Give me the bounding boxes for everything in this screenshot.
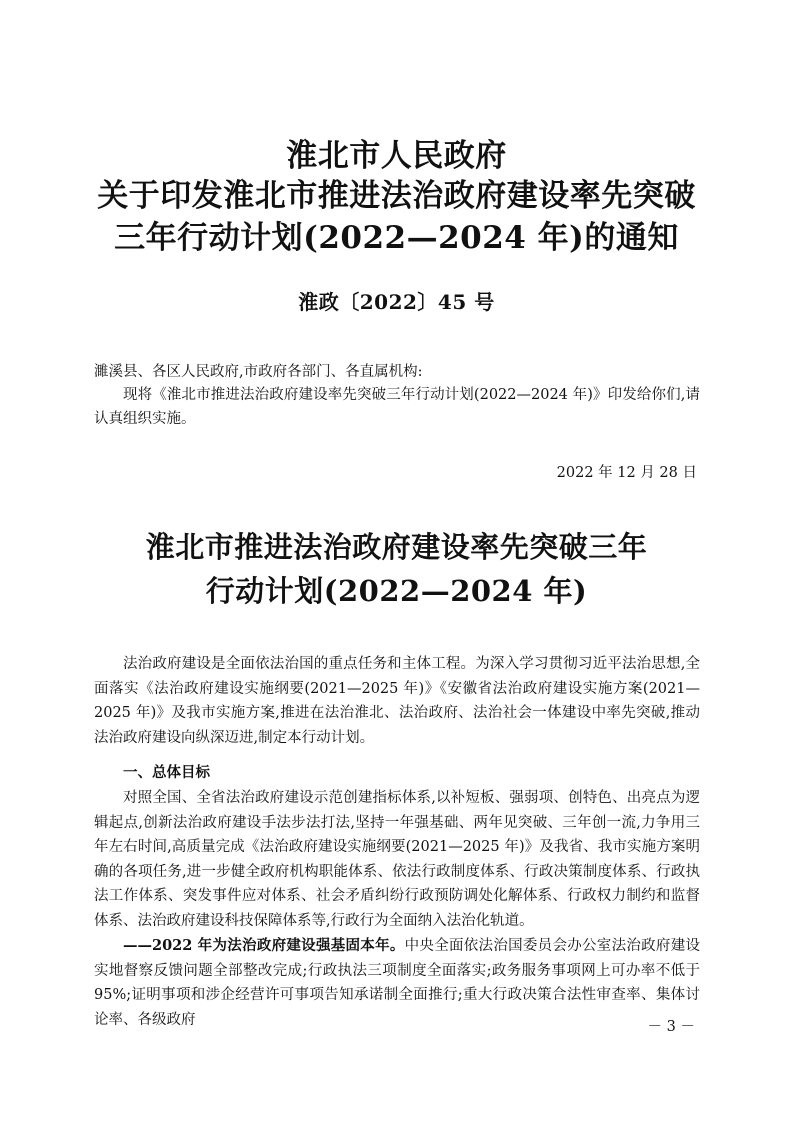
notice-title-line-1: 淮北市人民政府 [286, 138, 507, 174]
goal-paragraph: 对照全国、全省法治政府建设示范创建指标体系,以补短板、强弱项、创特色、出亮点为逻辑起点,创新法治政府建设手法步法打法,坚持一年强基础、两年见突破、三年创一流,力争用三年左右时间,高质量完成《法治政府建设实施纲要(2021—2025 年)》及我省、我市实施方案明确的各项任务,进一步健全政府机构职能体系、依法行政制度体系、行政决策制度体系、行政执法工作体系、突发事件应对体系、社会矛盾纠纷行政预防调处化解体系、行政权力制约和监督体系、法治政府建设科技保障体系等,行政行为全面纳入法治化轨道。 [94, 790, 700, 929]
year-2022-lead: ——2022 年为法治政府建设强基固本年。 [123, 937, 405, 954]
plan-title-line-2: 行动计划(2022—2024 年) [205, 574, 588, 608]
document-number: 淮政〔2022〕45 号 [298, 290, 495, 314]
plan-title-line-1: 淮北市推进法治政府建设率先突破三年 [145, 530, 648, 564]
page-number: － 3 － [647, 1019, 695, 1035]
year-2022-paragraph [94, 934, 700, 1032]
addressee: 濉溪县、各区人民政府,市政府各部门、各直属机构: [94, 364, 423, 380]
section-heading: 一、总体目标 [123, 765, 210, 781]
notice-title-line-2: 关于印发淮北市推进法治政府建设率先突破 [97, 178, 696, 214]
notice-title-line-3: 三年行动计划(2022—2024 年)的通知 [114, 220, 679, 256]
notice-body: 现将《淮北市推进法治政府建设率先突破三年行动计划(2022—2024 年)》印发给你们,请认真组织实施。 [94, 387, 700, 427]
year-2022-text: 中央全面依法治国委员会办公室法治政府建设实地督察反馈问题全部整改完成;行政执法三项制度全面落实;政务服务事项网上可办率不低于 95%;证明事项和涉企经营许可事项告知承诺制全面推行;重大行政决策合法性审查率、集体讨论率、各级政府 [94, 938, 701, 1028]
intro-paragraph: 法治政府建设是全面依法治国的重点任务和主体工程。为深入学习贯彻习近平法治思想,全面落实《法治政府建设实施纲要(2021—2025 年)》《安徽省法治政府建设实施方案(2021—2025 年)》及我市实施方案,推进在法治淮北、法治政府、法治社会一体建设中率先突破,推动法治政府建设向纵深迈进,制定本行动计划。 [94, 656, 700, 746]
issue-date: 2022 年 12 月 28 日 [556, 465, 697, 481]
